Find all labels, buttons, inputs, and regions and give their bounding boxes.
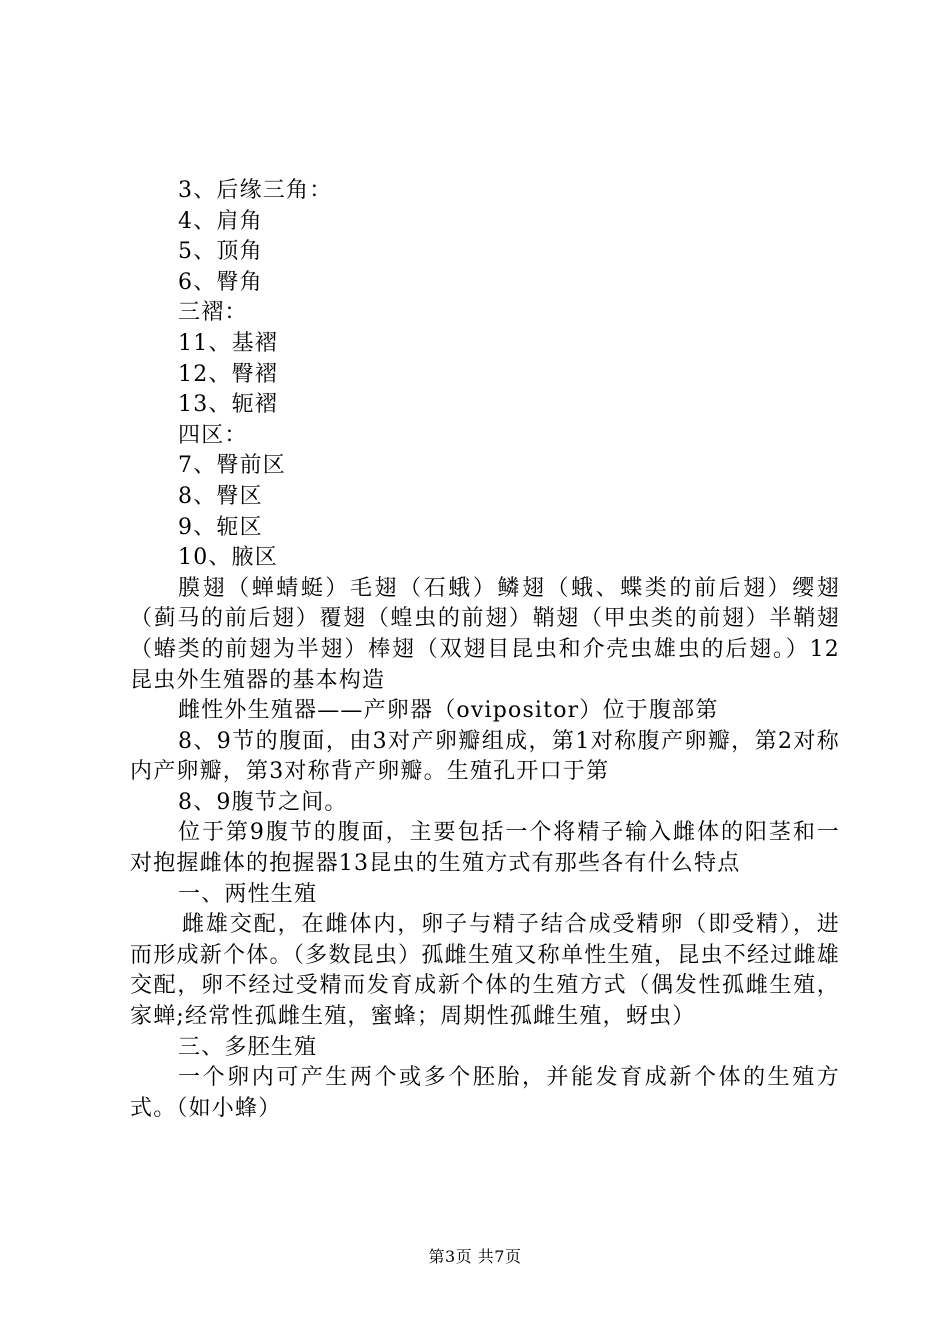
document-body xyxy=(130,176,840,1124)
paragraph-polyembryony: 一个卵内可产生两个或多个胚胎，并能发育成新个体的生殖方式。（如小蜂） xyxy=(130,1065,840,1121)
list-item-axillary-region: 10、腋区 xyxy=(178,545,278,571)
paragraph-genital-opening: 8、9腹节之间。 xyxy=(178,789,348,815)
heading-polyembryony: 三、多胚生殖 xyxy=(178,1034,318,1060)
heading-bisexual-reproduction: 一、两性生殖 xyxy=(178,881,318,907)
section-heading-four-regions: 四区： xyxy=(178,422,248,448)
page-number-footer: 第3页 共7页 xyxy=(428,1247,522,1266)
list-item-preanal-region: 7、臀前区 xyxy=(178,453,286,479)
paragraph-female-genitalia: 雌性外生殖器——产卵器（ovipositor）位于腹部第 xyxy=(178,698,719,724)
list-item-apical-angle: 5、顶角 xyxy=(178,239,263,265)
paragraph-reproduction-modes: 雌雄交配，在雌体内，卵子与精子结合成受精卵（即受精），进而形成新个体。（多数昆虫）孤雌生殖又称单性生殖，昆虫不经过雌雄交配，卵不经过受精而发育成新个体的生殖方式（偶发性孤雌生殖，家蝉;经常性孤雌生殖，蜜蜂；周期性孤雌生殖，蚜虫） xyxy=(130,912,840,1030)
paragraph-ovipositor-valves: 8、9节的腹面，由3对产卵瓣组成，第1对称腹产卵瓣，第2对称内产卵瓣，第3对称背产卵瓣。生殖孔开口于第 xyxy=(130,728,840,785)
section-heading-three-folds: 三褶： xyxy=(178,300,248,326)
list-item-anal-region: 8、臀区 xyxy=(178,483,263,509)
paragraph-male-genitalia: 位于第9腹节的腹面，主要包括一个将精子输入雌体的阳茎和一对抱握雌体的抱握器13昆虫的生殖方式有那些各有什么特点 xyxy=(130,820,840,877)
list-item-jugal-region: 9、轭区 xyxy=(178,514,263,540)
list-item-jugal-fold: 13、轭褶 xyxy=(178,392,278,418)
list-item-anal-fold: 12、臀褶 xyxy=(178,361,278,387)
list-item-shoulder-angle: 4、肩角 xyxy=(178,208,263,234)
paragraph-wing-types: 膜翅（蝉蜻蜓）毛翅（石蛾）鳞翅（蛾、蝶类的前后翅）缨翅（蓟马的前后翅）覆翅（蝗虫的前翅）鞘翅（甲虫类的前翅）半鞘翅（蝽类的前翅为半翅）棒翅（双翅目昆虫和介壳虫雄虫的后翅。）12昆虫外生殖器的基本构造 xyxy=(130,575,840,693)
list-item-posterior-triangle: 3、后缘三角： xyxy=(178,178,333,203)
list-item-basal-fold: 11、基褶 xyxy=(178,330,278,356)
list-item-anal-angle: 6、臀角 xyxy=(178,269,263,295)
